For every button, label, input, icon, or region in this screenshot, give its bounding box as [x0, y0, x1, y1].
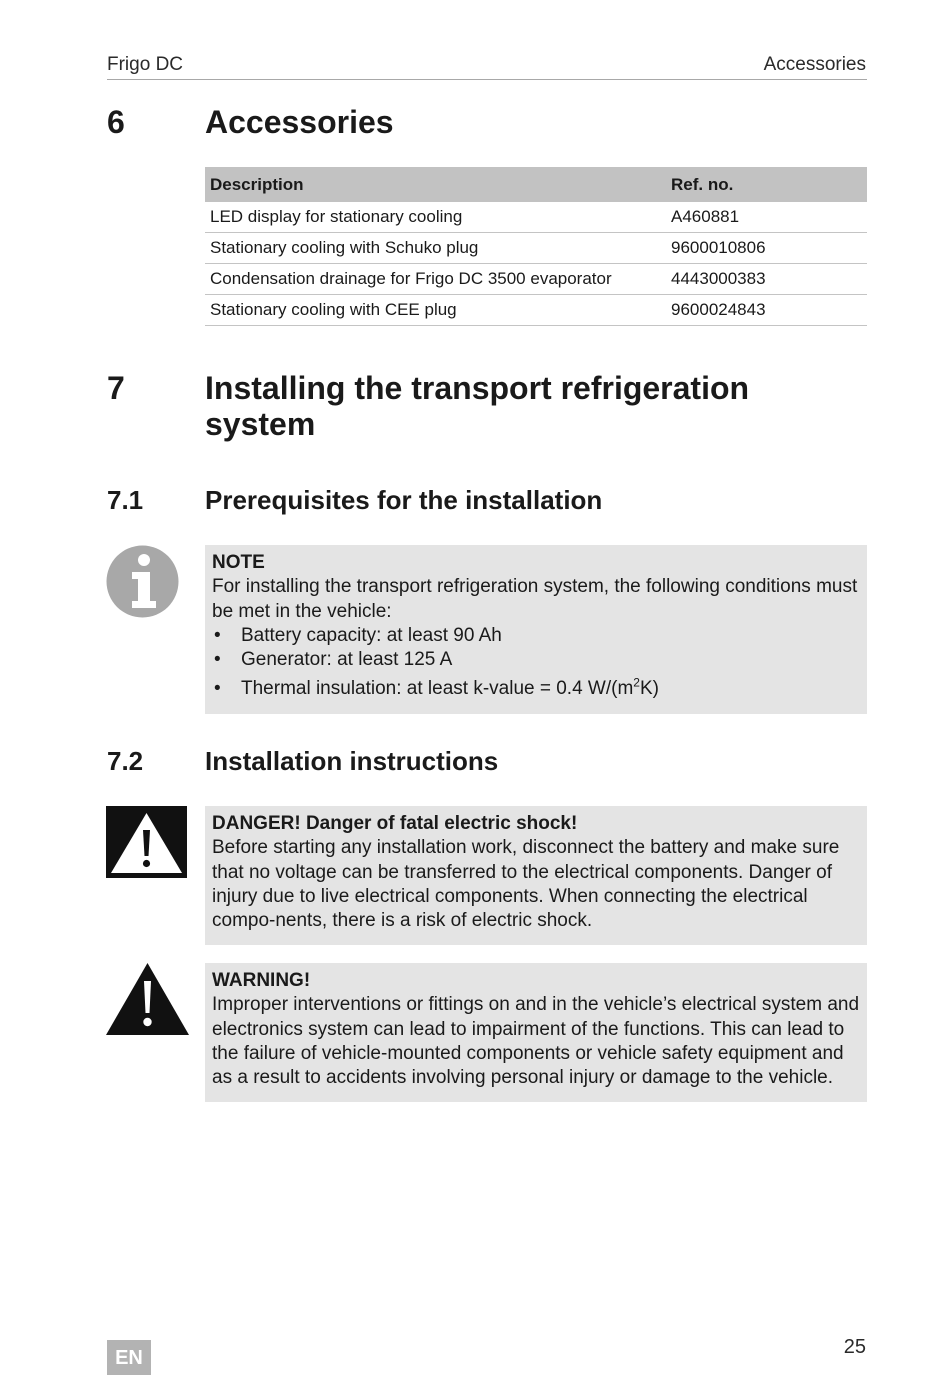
thermal-insulation-text: Thermal insulation: at least k-value = 0.4 W/(m [241, 678, 634, 700]
list-item: • Battery capacity: at least 90 Ah [212, 624, 860, 648]
note-title: NOTE [212, 552, 265, 573]
list-item [212, 677, 860, 701]
table-row [205, 295, 867, 326]
list-item: • Generator: at least 125 A [212, 648, 860, 672]
page-number: 25 [843, 1336, 866, 1358]
warning-text: Improper interventions or fittings on and in the vehicle’s electrical system and electronics system can lead to impairment of the functions. This can lead to the failure of vehicle-mounted components or vehicle safety equipment and as a result to accidents involving personal injury or damage to the vehicle. [212, 994, 860, 1089]
danger-text: Before starting any installation work, disconnect the battery and make sure that no voltage can be transferred to the electrical components. Danger of injury due to live electrical components. When connecting the electrical compo-nents, there is a risk of electric shock. [212, 837, 840, 932]
ref-no-cell: A460881 [666, 202, 867, 233]
column-header-ref-no: Ref. no. [666, 167, 867, 202]
header-chapter-name: Accessories [763, 54, 866, 75]
section-7-title-line-1: Installing the transport refrigeration [205, 370, 750, 406]
info-icon [106, 545, 179, 618]
section-6-number: 6 [107, 104, 125, 140]
thermal-insulation-unit-suffix: K) [639, 678, 659, 700]
section-7-number: 7 [107, 370, 125, 406]
warning-icon [106, 963, 189, 1035]
danger-title: DANGER! Danger of fatal electric shock! [212, 813, 578, 834]
ref-no-cell: 4443000383 [666, 264, 867, 295]
section-7-2-number: 7.2 [107, 746, 144, 776]
header-divider [107, 79, 867, 80]
section-7-1-title: Prerequisites for the installation [205, 485, 603, 515]
warning-title: WARNING! [212, 970, 311, 991]
ref-no-cell: 9600024843 [666, 295, 867, 326]
column-header-description: Description [205, 167, 666, 202]
description-cell: Stationary cooling with Schuko plug [205, 233, 666, 264]
danger-box [205, 806, 867, 945]
section-7-1-number: 7.1 [107, 485, 144, 515]
description-cell: LED display for stationary cooling [205, 202, 666, 233]
table-row [205, 264, 867, 295]
ref-no-cell: 9600010806 [666, 233, 867, 264]
note-conditions-list [212, 624, 860, 702]
table-header-row [205, 167, 867, 202]
section-6-title: Accessories [205, 104, 394, 140]
table-row [205, 233, 867, 264]
note-box [205, 545, 867, 714]
section-7-title-line-2: system [205, 406, 316, 442]
note-text: For installing the transport refrigeration system, the following conditions must be met in the vehicle: [212, 576, 858, 622]
table-row [205, 202, 867, 233]
warning-box [205, 963, 867, 1102]
description-cell: Stationary cooling with CEE plug [205, 295, 666, 326]
accessories-table [205, 167, 867, 326]
danger-warning-icon [106, 806, 187, 878]
description-cell: Condensation drainage for Frigo DC 3500 evaporator [205, 264, 666, 295]
header-product-name: Frigo DC [107, 54, 184, 75]
language-badge: EN [107, 1340, 151, 1375]
superscript-exponent: 2 [633, 676, 640, 691]
section-7-2-title: Installation instructions [205, 746, 499, 776]
